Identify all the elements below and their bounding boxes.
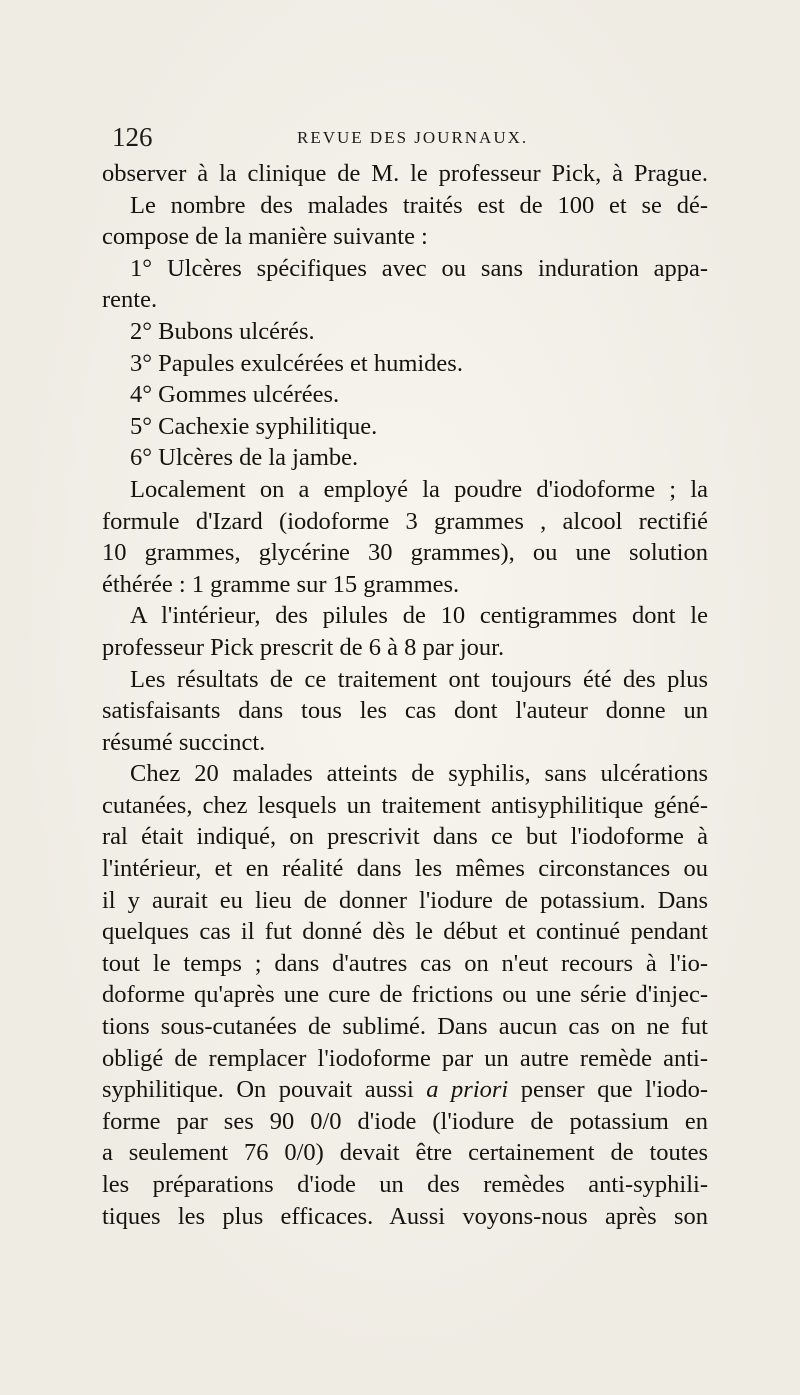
text-line: ral était indiqué, on prescrivit dans ce but l'iodoforme à [102, 823, 708, 851]
list-item: 4° Gommes ulcérées. [130, 381, 340, 409]
body-text [102, 158, 708, 1232]
running-head: REVUE DES JOURNAUX. [297, 128, 529, 147]
page-number: 126 [112, 122, 153, 152]
text-line: cutanées, chez lesquels un traitement antisyphilitique géné- [102, 791, 708, 819]
text-line: Le nombre des malades traités est de 100 et se dé- [130, 191, 708, 219]
list-item: 2° Bubons ulcérés. [130, 317, 315, 345]
list-item: 1° Ulcères spécifiques avec ou sans induration appa- [130, 254, 708, 282]
text-line: Chez 20 malades atteints de syphilis, sans ulcérations [130, 760, 708, 788]
text-segment: syphilitique. On pouvait aussi [102, 1076, 414, 1104]
text-line: rente. [102, 286, 158, 314]
text-line: satisfaisants dans tous les cas dont l'auteur donne un [102, 697, 708, 725]
text-line: formule d'Izard (iodoforme 3 grammes , alcool rectifié [102, 507, 708, 535]
text-line: obligé de remplacer l'iodoforme par un autre remède anti- [102, 1044, 708, 1072]
text-line: a seulement 76 0/0) devait être certainement de toutes [102, 1139, 708, 1167]
text-line: compose de la manière suivante : [102, 223, 428, 251]
text-line: observer à la clinique de M. le professeur Pick, à Prague. [102, 160, 708, 187]
text-line [102, 1074, 708, 1106]
text-line: professeur Pick prescrit de 6 à 8 par jour. [102, 633, 505, 661]
text-line: les préparations d'iode un des remèdes anti-syphili- [102, 1171, 708, 1198]
text-line: A l'intérieur, des pilules de 10 centigrammes dont le [130, 602, 708, 630]
text-line: Les résultats de ce traitement ont toujours été des plus [130, 665, 708, 693]
page-header [112, 122, 712, 152]
text-line: l'intérieur, et en réalité dans les mêmes circonstances ou [102, 855, 708, 883]
text-line: il y aurait eu lieu de donner l'iodure de potassium. Dans [102, 886, 708, 914]
text-line: tout le temps ; dans d'autres cas on n'eut recours à l'io- [102, 949, 708, 977]
text-segment: penser que l'iodo- [520, 1076, 709, 1104]
list-item: 3° Papules exulcérées et humides. [130, 349, 463, 377]
text-line: doforme qu'après une cure de frictions ou une série d'injec- [102, 981, 708, 1009]
list-item: 5° Cachexie syphilitique. [130, 412, 378, 440]
list-item: 6° Ulcères de la jambe. [130, 444, 359, 472]
italic-phrase: a priori [426, 1076, 509, 1104]
text-line: tiques les plus efficaces. Aussi voyons-nous après son [102, 1202, 708, 1230]
text-line: quelques cas il fut donné dès le début et continué pendant [102, 918, 708, 946]
text-line: forme par ses 90 0/0 d'iode (l'iodure de potassium en [102, 1107, 708, 1135]
text-line: éthérée : 1 gramme sur 15 grammes. [102, 570, 460, 598]
text-line: tions sous-cutanées de sublimé. Dans aucun cas on ne fut [102, 1013, 708, 1041]
text-line: Localement on a employé la poudre d'iodoforme ; la [130, 475, 708, 503]
text-line: 10 grammes, glycérine 30 grammes), ou une solution [102, 539, 708, 567]
text-line: résumé succinct. [102, 728, 266, 756]
